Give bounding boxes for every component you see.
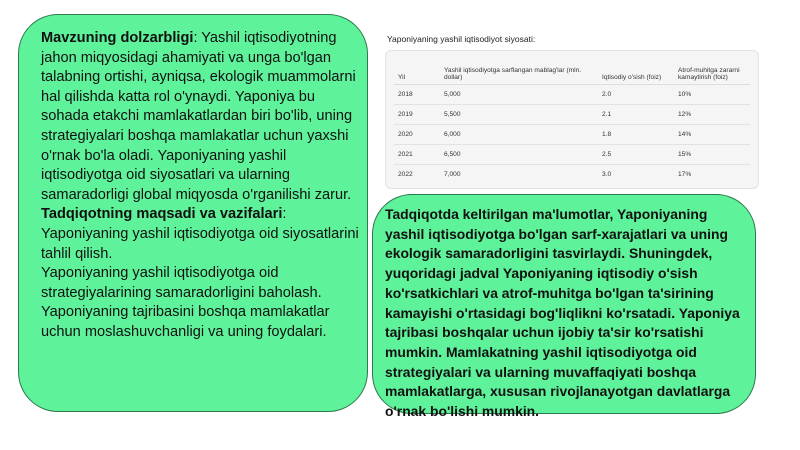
- header-spending: Yashil iqtisodiyotga sarflangan mablag'lar (mln. dollar): [440, 53, 598, 85]
- cell-reduction: 15%: [674, 145, 750, 165]
- cell-reduction: 12%: [674, 105, 750, 125]
- cell-year: 2019: [394, 105, 440, 125]
- goal-item: Yaponiyaning tajribasini boshqa mamlakatlar uchun moslashuvchanligi va uning foydalari.: [41, 304, 330, 340]
- cell-year: 2022: [398, 171, 413, 178]
- cell-spending: 5,000: [440, 85, 598, 105]
- cell-growth: 3.0: [602, 171, 612, 178]
- relevance-heading: Mavzuning dolzarbligi: [41, 30, 194, 46]
- table-row: [394, 105, 750, 125]
- cell-spending: 6,500: [440, 145, 598, 165]
- cell-growth: 2.1: [598, 105, 674, 125]
- table-title: Yaponiyaning yashil iqtisodiyot siyosati:: [387, 34, 536, 44]
- table-container: [385, 50, 759, 189]
- cell-growth: 1.8: [598, 125, 674, 145]
- table-row: [394, 85, 750, 105]
- goals-heading: Tadqiqotning maqsadi va vazifalari: [41, 206, 283, 223]
- cell-spending: 6,000: [440, 125, 598, 145]
- table-header-row: [394, 53, 750, 85]
- goals-paragraph: [41, 205, 359, 225]
- cell-reduction: 17%: [678, 171, 692, 178]
- intro-card: [18, 14, 368, 412]
- cell-spending: 7,000: [444, 171, 461, 178]
- cell-year: 2021: [394, 145, 440, 165]
- header-growth: Iqtisodiy o'sish (foiz): [598, 53, 674, 85]
- table-row: [394, 125, 750, 145]
- conclusion-text: Tadqiqotda keltirilgan ma'lumotlar, Yaponiyaning yashil iqtisodiyotga bo'lgan sarf-xarajatlari va uning ekologik samaradorligini tasvirlaydi. Shuningdek, yuqoridagi jadval Yaponiyaning iqtisodiy o'sish ko'rsatkichlari va atrof-muhitga bo'lgan ta'sirining kamayishi o'rtasidagi bog'liqlikni ko'rsatadi. Yaponiya tajribasi boshqalar uchun ijobiy ta'sir ko'rsatishi mumkin. Mamlakatning yashil iqtisodiyotga oid strategiyalari va ularning muvaffaqiyati boshqa mamlakatlarga, xususan rivojlanayotgan davlatlarga o'rnak bo'lishi mumkin.: [385, 206, 740, 420]
- cell-growth: 2.5: [598, 145, 674, 165]
- goal-item: Yaponiyaning yashil iqtisodiyotga oid strategiyalarining samaradorligini baholash.: [41, 265, 322, 301]
- cell-year: 2018: [394, 85, 440, 105]
- policy-table-block: [385, 34, 759, 189]
- cell-reduction: 10%: [674, 85, 750, 105]
- goal-item: Yaponiyaning yashil iqtisodiyotga oid siyosatlarini tahlil qilish.: [41, 225, 359, 262]
- relevance-paragraph: [41, 29, 359, 205]
- conclusion-card: [372, 194, 756, 420]
- cell-year: 2020: [394, 125, 440, 145]
- goals-list: [41, 225, 359, 343]
- cell-spending: 5,500: [440, 105, 598, 125]
- policy-table: [394, 53, 750, 184]
- header-year: Yil: [394, 53, 440, 85]
- goals-colon: :: [282, 206, 287, 223]
- header-reduction: Atrof-muhitga zararni kamaytirish (foiz): [674, 53, 750, 85]
- table-row: [394, 145, 750, 165]
- cell-growth: 2.0: [598, 85, 674, 105]
- cell-reduction: 14%: [674, 125, 750, 145]
- relevance-text: : Yashil iqtisodiyotning jahon miqyosidagi ahamiyati va unga bo'lgan talabning ortishi, ayniqsa, ekologik muammolarni hal qilishda katta rol o'ynaydi. Yaponiya bu sohada etakchi mamlakatlardan biri bo'lib, uning strategiyalari boshqa mamlakatlar uchun yaxshi o'rnak bo'la oladi. Yaponiyaning yashil iqtisodiyotga oid siyosatlari va ularning samaradorligi global miqyosda o'rganilishi zarur.: [41, 30, 356, 203]
- table-row: [394, 165, 750, 185]
